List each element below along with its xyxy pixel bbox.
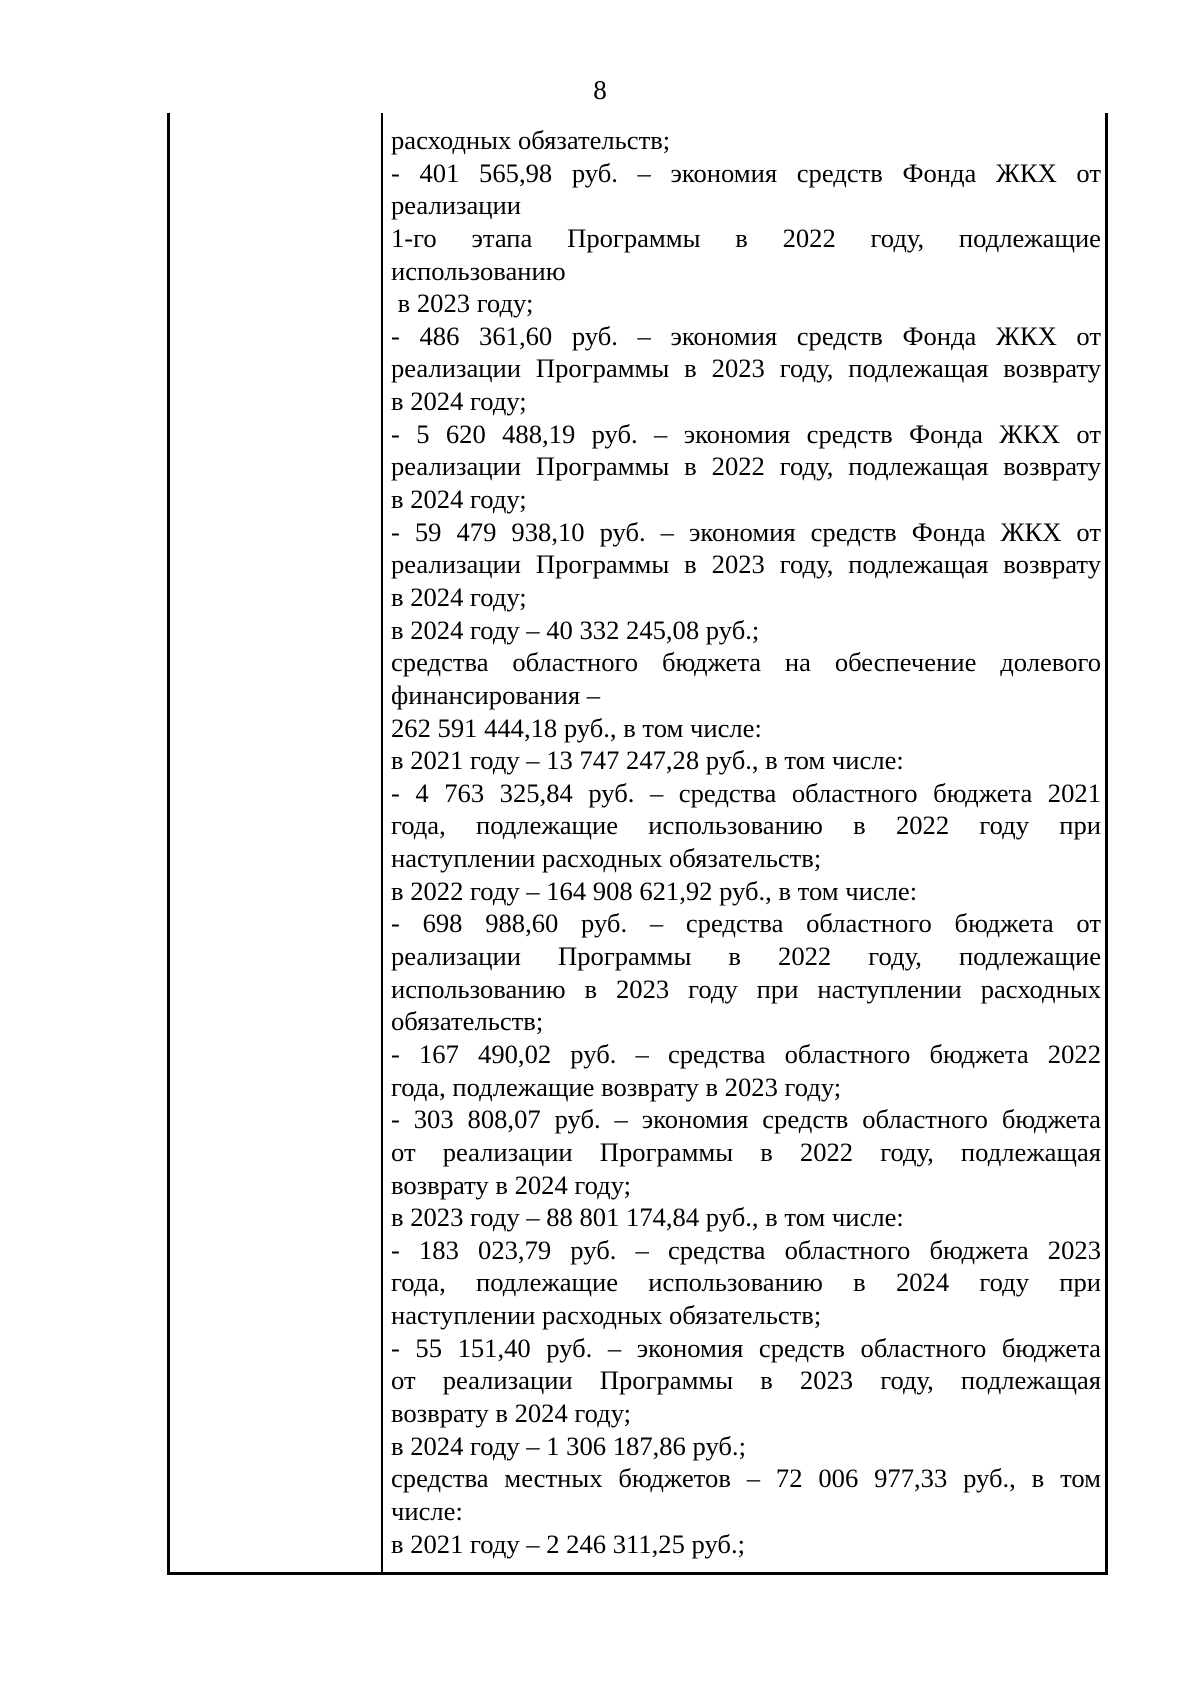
text-line: - 486 361,60 руб. – экономия средств Фонда ЖКХ от (391, 320, 1101, 351)
text-line: возврату в 2024 году; (391, 1169, 632, 1200)
text-line: в 2022 году – 164 908 621,92 руб., в том числе: (391, 875, 918, 906)
text-line: реализации Программы в 2022 году, подлежащие (391, 941, 1101, 972)
text-line: года, подлежащие использованию в 2022 году при (391, 810, 1101, 841)
text-line: от реализации Программы в 2022 году, подлежащая (391, 1136, 1101, 1167)
text-line: - 55 151,40 руб. – экономия средств областного бюджета (391, 1332, 1101, 1363)
column-divider (381, 113, 383, 1572)
text-line: средства местных бюджетов – 72 006 977,33 руб., в том (391, 1463, 1101, 1494)
text-line: наступлении расходных обязательств; (391, 1300, 822, 1331)
text-line: в 2024 году – 1 306 187,86 руб.; (391, 1430, 746, 1461)
text-line: в 2021 году – 13 747 247,28 руб., в том числе: (391, 745, 904, 776)
text-line: 262 591 444,18 руб., в том числе: (391, 712, 762, 743)
text-line: финансирования – (391, 679, 601, 710)
text-line: возврату в 2024 году; (391, 1397, 632, 1428)
text-line: в 2024 году; (391, 484, 527, 515)
text-line: - 183 023,79 руб. – средства областного бюджета 2023 (391, 1234, 1101, 1265)
text-line: в 2024 году – 40 332 245,08 руб.; (391, 614, 760, 645)
financing-details-cell (391, 124, 1101, 1560)
page-number: 8 (593, 75, 607, 105)
text-line: реализации (391, 190, 521, 221)
text-line: - 59 479 938,10 руб. – экономия средств Фонда ЖКХ от (391, 516, 1101, 547)
text-line: средства областного бюджета на обеспечение долевого (391, 647, 1101, 678)
text-line: - 698 988,60 руб. – средства областного бюджета от (391, 908, 1101, 939)
text-line: использованию (391, 255, 566, 286)
text-line: наступлении расходных обязательств; (391, 843, 822, 874)
text-line: в 2023 году – 88 801 174,84 руб., в том числе: (391, 1202, 904, 1233)
text-line: - 5 620 488,19 руб. – экономия средств Фонда ЖКХ от (391, 418, 1101, 449)
text-line: года, подлежащие использованию в 2024 году при (391, 1267, 1101, 1298)
text-line: реализации Программы в 2023 году, подлежащая возврату (391, 549, 1101, 580)
text-line: в 2021 году – 2 246 311,25 руб.; (391, 1528, 745, 1559)
text-line: в 2023 году; (391, 288, 534, 319)
text-line: обязательств; (391, 1006, 544, 1037)
text-line: от реализации Программы в 2023 году, подлежащая (391, 1365, 1101, 1396)
text-line: использованию в 2023 году при наступлении расходных (391, 973, 1101, 1004)
text-line: в 2024 году; (391, 581, 527, 612)
text-line: 1-го этапа Программы в 2022 году, подлежащие (391, 222, 1101, 253)
text-line: - 167 490,02 руб. – средства областного бюджета 2022 (391, 1038, 1101, 1069)
text-line: - 401 565,98 руб. – экономия средств Фонда ЖКХ от (391, 157, 1101, 188)
text-line: - 4 763 325,84 руб. – средства областного бюджета 2021 (391, 777, 1101, 808)
text-line: числе: (391, 1495, 463, 1526)
text-line: реализации Программы в 2023 году, подлежащая возврату (391, 353, 1101, 384)
financing-table (167, 113, 1108, 1575)
text-line: расходных обязательств; (391, 125, 671, 155)
text-line: - 303 808,07 руб. – экономия средств областного бюджета (391, 1104, 1101, 1135)
text-line: реализации Программы в 2022 году, подлежащая возврату (391, 451, 1101, 482)
text-line: в 2024 году; (391, 386, 527, 417)
text-line: года, подлежащие возврату в 2023 году; (391, 1071, 842, 1102)
